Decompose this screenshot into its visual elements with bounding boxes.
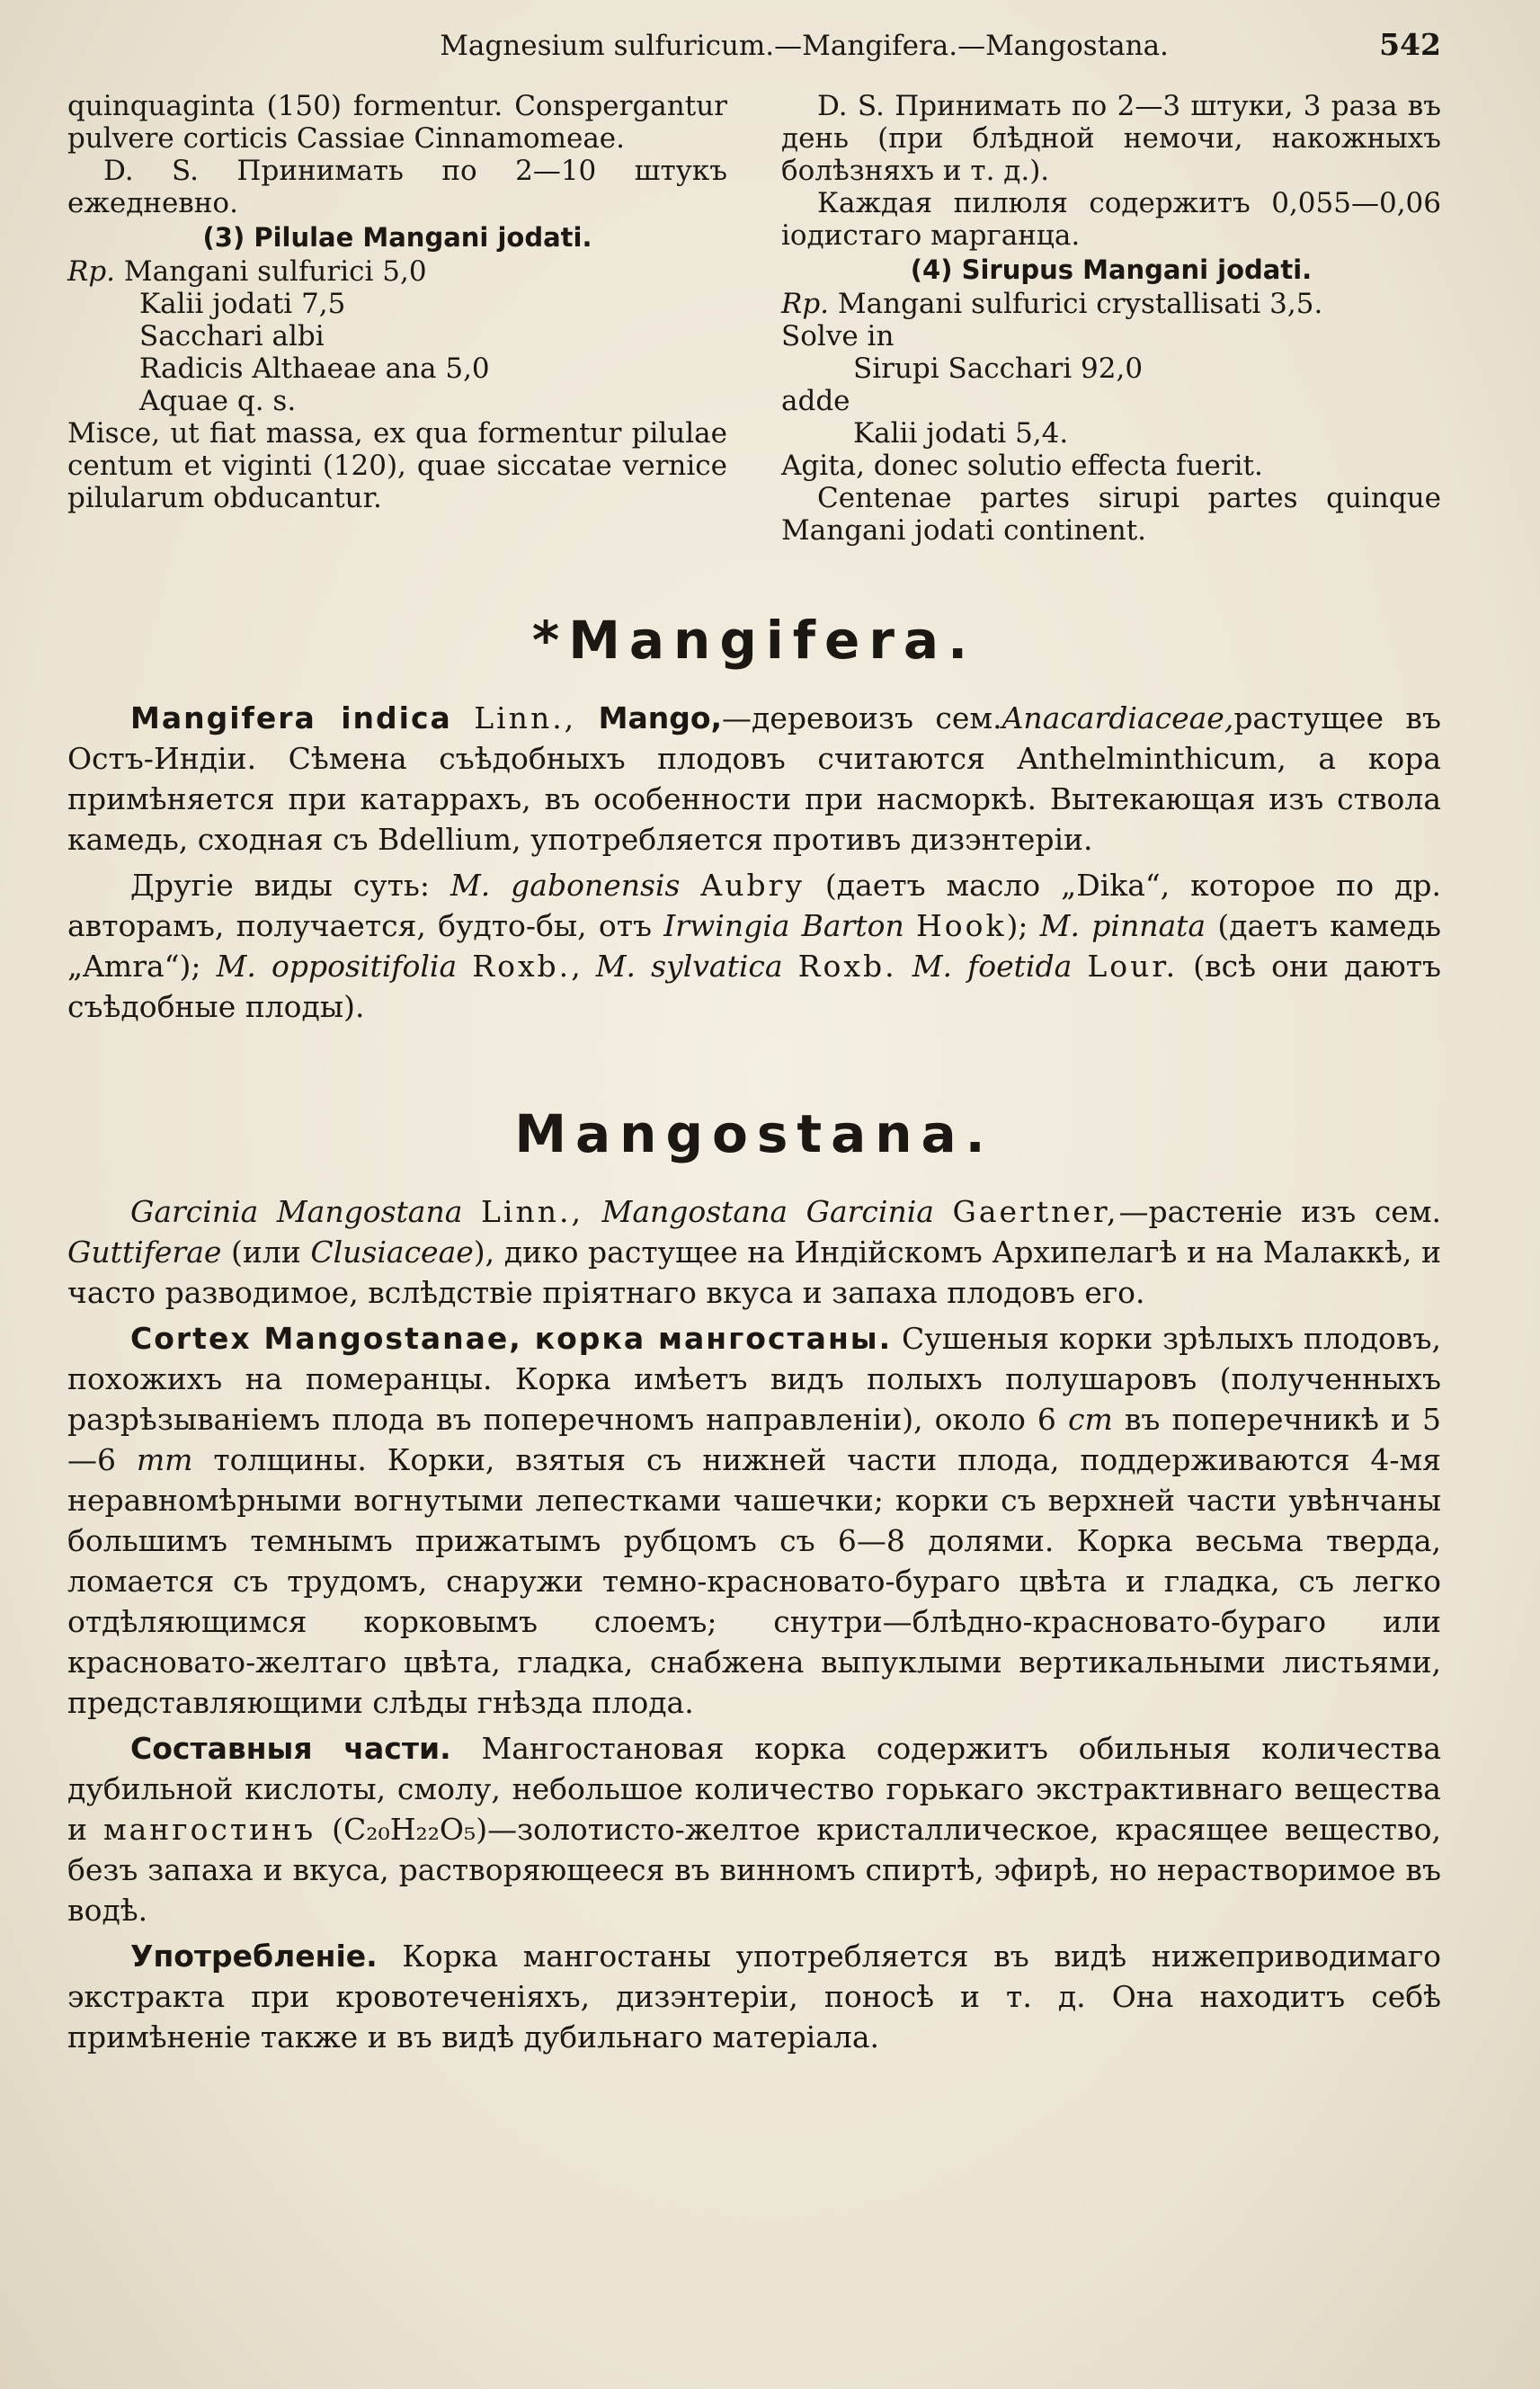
text-run: Сушеныя корки зрѣлыхъ плодовъ, похожихъ на померанцы. Корка имѣетъ видъ полыхъ полушаровъ (полученныхъ разрѣзыванiемъ плода въ поперечномъ направленiи), около 6 — [67, 1321, 1441, 1437]
mangifera-paragraph-1 — [67, 698, 1441, 860]
unit: cm — [1067, 1402, 1113, 1437]
term: мангостинъ — [102, 1812, 316, 1847]
right-text-1: D. S. Принимать по 2—3 штуки, 3 раза въ день (при блѣдной немочи, накожныхъ болѣзняхъ и т. д.). — [781, 90, 1441, 187]
section-heading-mangostana: Mangostana. — [514, 1103, 994, 1164]
instruction-line: Solve in — [781, 320, 895, 352]
mangostana-paragraph-2 — [67, 1318, 1441, 1723]
species-name: M. gabonensis — [450, 868, 681, 903]
subheading-usage: Употребленiе. — [130, 1939, 378, 1974]
species-name: M. foetida — [912, 949, 1073, 984]
text-run: толщины. Корки, взятыя съ нижней части плода, поддерживаются 4-мя неравномѣрными вогнутыми лепестками чашечки; корки съ верхней части увѣнчаны большимъ темнымъ прижатымъ рубцомъ съ 6—8 долями. Корка весьма тверда, ломается съ трудомъ, снаружи темно-красновато-бураго цвѣта и гладка, съ легко отдѣляющимся корковымъ слоемъ; снутри—блѣдно-красновато-бураго или красновато-желтаго цвѣта, гладка, снабжена выпуклыми вертикальными листьями, представляющими слѣды гнѣзда плода. — [67, 1442, 1441, 1720]
subheading-cortex: Cortex Mangostanae, корка мангостаны. — [130, 1321, 893, 1356]
family-name: Anacardiaceae, — [1001, 700, 1234, 735]
running-head — [67, 27, 1441, 81]
text-run: (или — [221, 1235, 311, 1270]
ingredient: Sacchari albi — [139, 320, 325, 352]
formula-4-note: Centenae partes sirupi partes quinque Mangani jodati continent. — [781, 482, 1441, 547]
mangifera-section — [67, 698, 1441, 1027]
text-run: въ поперечникѣ и 5—6 — [67, 1402, 1441, 1477]
formula-3-heading: (3) Pilulae Mangani jodati. — [202, 222, 592, 253]
author-name: Roxb. — [472, 949, 572, 984]
text-run: ), дико растущее на Индiйскомъ Архипелагѣ и на Малаккѣ, и часто разводимое, вслѣдствiе прiятнаго вкуса и запаха плодовъ его. — [67, 1235, 1441, 1310]
author-name: Hook — [916, 908, 1007, 943]
family-name: Clusiaceae — [310, 1235, 474, 1270]
mangifera-paragraph-2 — [67, 865, 1441, 1027]
text-run: ); — [1006, 908, 1040, 943]
common-name: Mango, — [598, 700, 723, 735]
right-text-2: Каждая пилюля содержитъ 0,055—0,06 iодистаго марганца. — [781, 187, 1441, 252]
text-run: —золотисто-желтое кристаллическое, красящее вещество, безъ запаха и вкуса, растворяющееся въ винномъ спиртѣ, эфирѣ, но нерастворимое въ водѣ. — [67, 1812, 1441, 1928]
recipe-mark: Rp. — [781, 288, 830, 320]
author-name: Linn., — [480, 1194, 583, 1229]
unit: mm — [136, 1442, 193, 1477]
mangostana-paragraph-1 — [67, 1191, 1441, 1313]
text-run: —деревоизъ сем. — [722, 700, 1002, 735]
author-name: Roxb. — [797, 949, 897, 984]
ingredient: Radicis Althaeae ana 5,0 — [139, 352, 490, 385]
text-run: Мангостановая корка содержитъ обильныя количества дубильной кислоты, смолу, небольшое количество горькаго экстрактивнаго вещества и — [67, 1731, 1441, 1847]
text-run: , — [571, 949, 596, 984]
subheading-constituents: Составныя части. — [130, 1731, 451, 1766]
text-run: растущее въ Остъ-Индiи. Сѣмена съѣдобныхъ плодовъ считаются Anthelminthicum, а кора примѣняется при катаррахъ, въ особенности при насморкѣ. Вытекающая изъ ствола камедь, сходная съ Bdellium, употребляется противъ дизэнтерiи. — [67, 700, 1441, 857]
ingredient: Kalii jodati 5,4. — [853, 417, 1069, 450]
ingredient: Mangani sulfurici crystallisati 3,5. — [837, 288, 1323, 320]
recipe-mark: Rp. — [67, 255, 116, 288]
chemical-formula: (C₂₀H₂₂O₅) — [332, 1812, 488, 1847]
two-column-formulas — [67, 90, 1441, 547]
section-heading-mangifera: *Mangifera. — [531, 610, 977, 671]
author-name: Linn., — [474, 700, 577, 735]
text-run: (всѣ они даютъ съѣдобные плоды). — [67, 949, 1441, 1024]
species-name: Irwingia Barton — [663, 908, 904, 943]
species-name: M. oppositifolia — [216, 949, 458, 984]
family-name: Guttiferae — [67, 1235, 222, 1270]
text-run — [897, 949, 912, 984]
ingredient: Aquae q. s. — [139, 385, 297, 417]
formula-4-first-line — [781, 288, 1441, 320]
text-run: Корка мангостаны употребляется въ видѣ нижеприводимаго экстракта при кровотеченiяхъ, дизэнтерiи, поносѣ и т. д. Она находитъ себѣ примѣненiе также и въ видѣ дубильнаго матерiала. — [67, 1939, 1441, 2055]
left-column — [67, 90, 727, 547]
formula-4-heading: (4) Sirupus Mangani jodati. — [910, 254, 1313, 285]
ingredient: Kalii jodati 7,5 — [139, 288, 346, 320]
species-name: Mangostana Garcinia — [601, 1194, 934, 1229]
species-name: Garcinia Mangostana — [130, 1194, 463, 1229]
ingredient: Mangani sulfurici 5,0 — [123, 255, 427, 288]
author-name: Aubry — [700, 868, 805, 903]
formula-3-instructions: Misce, ut fiat massa, ex qua formentur pilulae centum et viginti (120), quae siccatae vernice pilularum obducantur. — [67, 417, 727, 514]
running-head-title: Magnesium sulfuricum.—Mangifera.—Mangostana. — [440, 30, 1169, 62]
species-name: M. pinnata — [1039, 908, 1206, 943]
formula-4-instructions: Agita, donec solutio effecta fuerit. — [781, 450, 1263, 482]
author-name: Lour. — [1087, 949, 1179, 984]
text-run: Другiе виды суть: — [130, 868, 450, 903]
instruction-line: adde — [781, 385, 850, 417]
right-column — [781, 90, 1441, 547]
text-run: (даетъ камедь „Amra“); — [67, 908, 1442, 984]
ingredient: Sirupi Sacchari 92,0 — [853, 352, 1144, 385]
species-name: M. sylvatica — [595, 949, 783, 984]
formula-3-first-line — [67, 255, 727, 288]
mangostana-paragraph-3 — [67, 1728, 1441, 1930]
species-name: Mangifera indica — [130, 700, 452, 735]
left-text-1: quinquaginta (150) formentur. Conspergantur pulvere corticis Cassiae Cinnamomeae. — [67, 90, 727, 155]
page-number: 542 — [1379, 27, 1441, 62]
left-text-2: D. S. Принимать по 2—10 штукъ ежедневно. — [67, 155, 727, 219]
text-run: (даетъ масло „Dika“, которое по др. авторамъ, получается, будто-бы, отъ — [67, 868, 1441, 943]
text-run: —растенiе изъ сем. — [1118, 1194, 1441, 1229]
mangostana-paragraph-4 — [67, 1936, 1441, 2057]
mangostana-section — [67, 1191, 1441, 2057]
author-name: Gaertner, — [952, 1194, 1119, 1229]
